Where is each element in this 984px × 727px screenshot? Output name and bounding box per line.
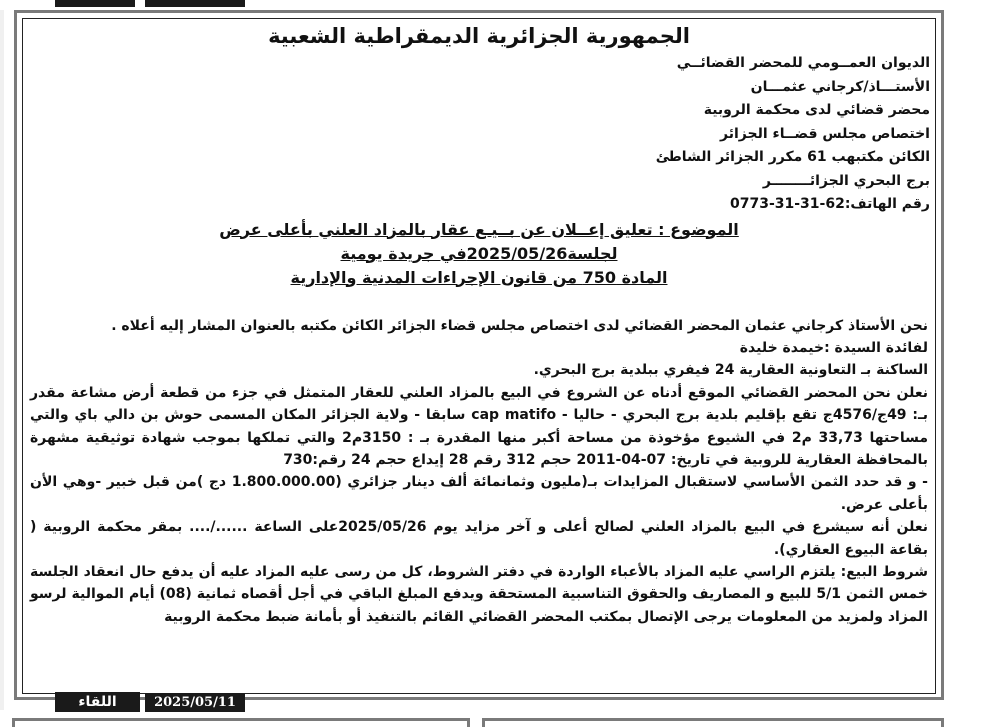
body-paragraph-intro: نحن الأستاذ كرجاني عثمان المحضر القضائي لدى اختصاص مجلس قضاء الجزائر الكائن مكتبه بالعنوان المشار إليه أعلاه . [111, 317, 928, 334]
body-paragraph-property: نعلن نحن المحضر القضائي الموقع أدناه عن الشروع في البيع بالمزاد العلني للعقار المتمثل في جزء من قطعة أرض مشاعة مقدر بـ: 49ج/4576ج تقع بإقليم بلدية برج البحري - حاليا - cap matifo سابقا - ولاية الجزائر المكان المسمى حوش بن دالي باي والتي مساحتها 33,73 م2 في الشيوع مؤخوذة من مساحة أكبر منها المقدرة بـ : 3150م2 والتي تملكها بموجب شهادة توثيقية مشهرة بالمحافظة العقارية للروبية في تاريخ: 07-04-2011 حجم 312 رقم 28 إيداع حجم 24 رقم:730 [30, 384, 928, 468]
header-line-office: الديوان العمــومي للمحضر القضائــي [676, 55, 930, 71]
republic-title: الجمهورية الجزائرية الديمقراطية الشعبية [268, 24, 690, 48]
bailiff-header [30, 52, 932, 217]
header-line-phone: رقم الهاتف:62-31-31-0773 [729, 196, 930, 212]
subject-line: الموضوع : تعليق إعــلان عن بــيـع عقار بالمزاد العلني بأعلى عرض [219, 219, 739, 239]
page-edge [0, 10, 4, 710]
body-paragraph-residence: الساكنة بـ التعاونية العقارية 24 فيفري ببلدية برج البحري. [533, 362, 928, 379]
subject-block [30, 218, 928, 290]
body-paragraph-sale-date: نعلن أنه سيشرع في البيع بالمزاد العلني لصالح أعلى و آخر مزايد يوم 2025/05/26على الساعة ....../.... بمقر محكمة الروبية ( بقاعة البيوع العقاري). [30, 519, 928, 558]
header-line-city: برج البحري الجزائــــــــر [762, 172, 930, 189]
header-line-address: الكائن مكتبهب 61 مكرر الجزائر الشاطئ [655, 149, 930, 165]
top-label-bar [55, 0, 135, 7]
body-paragraph-beneficiary: لفائدة السيدة :خيمدة خليدة [739, 339, 928, 356]
top-date-bar [145, 0, 245, 7]
session-line: لجلسة2025/05/26في جريدة يومية [340, 243, 618, 263]
publication-date: 2025/05/11 [145, 693, 245, 712]
legal-notice [30, 22, 928, 688]
newspaper-label: اللقاء [55, 692, 140, 712]
header-line-name: الأستـــاذ/كرجاني عثمـــان [750, 78, 930, 95]
next-notice-frame-left [12, 718, 470, 727]
header-line-jurisdiction: اختصاص مجلس قضــاء الجزائر [720, 125, 930, 142]
body-paragraph-conditions: شروط البيع: يلتزم الراسي عليه المزاد بالأعباء الواردة في دفتر الشروط، كل من رسى عليه المزاد عليه أن يدفع حال انعقاد الجلسة خمس الثمن 5/1 للبيع و المصاريف والحقوق التناسبية المستحقة ويدفع المبلغ الباقي في أجل أقصاه ثمانية (08) أيام الموالية لرسو المزاد ولمزيد من المعلومات يرجى الإتصال بمكتب المحضر القضائي القائم بالتنفيذ أو بأمانة ضبط محكمة الروبية [30, 563, 928, 625]
body-paragraph-price: - و قد حدد الثمن الأساسي لاستقبال المزايدات بـ(مليون وثمانمائة ألف دينار جزائري (1.800.000.00 دج )من قبل خبير -وهي الأن بأعلى عرض. [30, 474, 928, 513]
header-line-court: محضر قضائي لدى محكمة الروبية [703, 102, 930, 118]
notice-body [30, 315, 928, 629]
next-notice-frame-right [482, 718, 944, 727]
article-line: المادة 750 من قانون الإجراءات المدنية والإدارية [290, 267, 668, 287]
